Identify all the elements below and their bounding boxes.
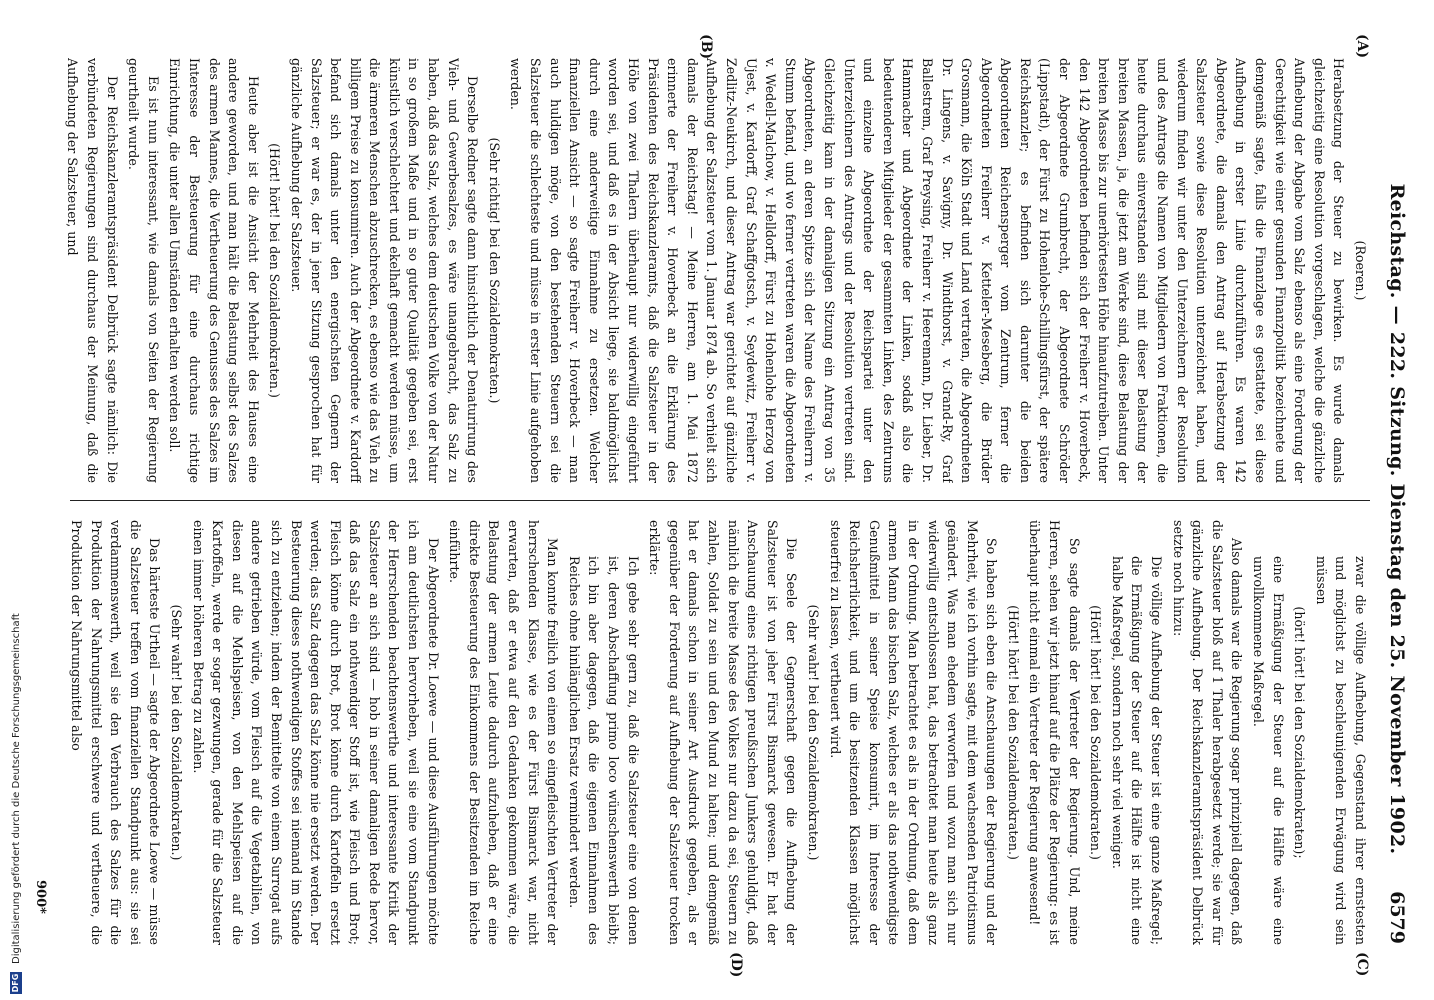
header-title: Reichstag. — 222. Sitzung. Dienstag den 25. November 1902. (1386, 183, 1408, 855)
paragraph: Der Abgeordnete Dr. Loewe — und diese Ausführungen möchte ich am deutlichsten hervorheben, weil sie eine vom Standpunkt der Herrschenden beachtenswerthe und interessante Kritik der Salzsteuer an sich sind — hob in seiner damaligen Rede hervor, daß das Salz ein nothwendiger Stoff ist, wie Fleisch und Brot; Fleisch könne durch Brot, Brot könne durch Kartoffeln ersetzt werden; das Salz dagegen das Salz könne nie ersetzt werden. Der Besteuerung dieses nothwendigen Stoffes sei niemand im Stande sich zu entziehen; indem der Bemittelte von einem Surrogat aufs andere getrieben würde, vom Fleisch auf die Vegetabilien, von diesen auf die Mehlspeisen, von den Mehlspeisen auf die Kartoffeln, werde er sogar gezwungen, gerade für die Salzsteuer einen immer höheren Betrag zu zahlen. (190, 520, 441, 945)
paragraph: (Sehr wahr! bei den Sozialdemokraten.) (168, 604, 184, 861)
page-header (1378, 94, 1408, 944)
right-text-column (60, 520, 1370, 945)
paragraph: eine Ermäßigung der Steuer auf die Hälfte wäre eine unvollkommene Maßregel. (1251, 556, 1286, 945)
paragraph: Das härteste Urtheil — sagte der Abgeordnete Loewe — müsse die Salzsteuer treffen vom finanziellen Standpunkt aus: sie sei verdammenswerth, weil sie den Verbrauch des Salzes für die Produktion der Nahrungsmittel erschwere und vertheuere, die Produktion der Nahrungsmittel also (69, 520, 163, 945)
column-divider (70, 500, 1370, 501)
paragraph: Es ist nun interessant, wie damals von Seiten der Regierung geurtheilt wurde. (126, 58, 161, 483)
paragraph: Die völlige Aufhebung der Steuer ist eine ganze Maßregel; die Ermäßigung der Steuer auf die Hälfte ist nicht eine halbe Maßregel, sondern noch sehr viel weniger. (1109, 556, 1165, 945)
paragraph: Der Reichskanzleramtspräsident Delbrück sagte nämlich: Die verbündeten Regierungen sind durchaus der Meinung, daß die Aufhebung der Salzsteuer, und (65, 58, 120, 483)
paragraph: So haben sich eben die Anschauungen der Regierung und der Mehrheit, wie ich vorhin sagte, mit dem wachsenden Patriotismus geändert. Was man ehedem verworfen und wozu man sich nur widerwillig entschlossen hat, das betrachtet man heute als ganz in der Ordnung. Man betrachtet es als in der Ordnung, daß dem armen Mann das bischen Salz, welches er als das nothwendigste Genußmittel in seiner Speise konsumirt, im Interesse der Reichsherrlichkeit, und um die besitzenden Klassen möglichst steuerfrei zu lassen, vertheuert wird. (827, 520, 1000, 945)
header-page-number: 6579 (1386, 891, 1408, 944)
margin-marker-a: (A) (1354, 34, 1370, 59)
margin-marker-b: (B) (698, 34, 714, 60)
margin-marker-c: (C) (1354, 952, 1370, 977)
paragraph: (Sehr wahr! bei den Sozialdemokraten.) (805, 604, 821, 861)
left-text-column (60, 58, 1370, 483)
margin-marker-d: (D) (728, 952, 744, 978)
paragraph: Die Seele der Gegnerschaft gegen die Aufhebung der Salzsteuer ist von jeher Fürst Bismarck gewesen. Er hat der Anschauung eines richtigen preußischen Junkers gehuldigt, daß nämlich die breite Masse des Volkes nur dazu da sei, Steuern zu zahlen, Soldat zu sein und den Mund zu halten; und demgemäß hat er damals schon in seiner Art Ausdruck gegeben, als er gegenüber der Forderung auf Aufhebung der Salzsteuer trocken erklärte: (647, 520, 800, 945)
paragraph: Herabsetzung der Steuer zu bewirken. Es wurde damals gleichzeitig eine Resolution vorgeschlagen, welche die gänzliche Aufhebung der Abgabe vom Salz ebenso als eine Forderung der Gerechtigkeit wie einer gesunden Finanzpolitik bezeichnete und demgemäß sagte, falls die Finanzlage es gestattete, sei diese Aufhebung in erster Linie durchzuführen. Es waren 142 Abgeordnete, die damals den Antrag auf Herabsetzung der Salzsteuer sowie diese Resolution unterzeichnet haben, und wiederum finden wir unter den Unterzeichnern der Resolution und des Antrags die Namen von Mitgliedern von Fraktionen, die heute durchaus einverstanden sind mit dieser Belastung der breiten Massen, ja, die jetzt am Werke sind, diese Belastung der breiten Masse bis zur unerhörtesten Höhe hinaufzutreiben. Unter den 142 Abgeordneten befinden sich der Freiherr v. Hoverbeck, der Abgeordnete Grumbrecht, der Abgeordnete Schröder (Lippstadt), der Fürst zu Hohenlohe-Schillingsfürst, der spätere Reichskanzler; es befinden sich darunter die beiden Abgeordneten Reichensperger vom Zentrum, ferner die Abgeordneten Freiherr v. Ketteler-Meseberg, die Brüder Grosmann, die Köln Stadt und Land vertraten, die Abgeordneten Dr. Lingens, v. Savigny, Dr. Windthorst, v. Grand-Ry, Graf Ballestrem, Graf Preysing, Freiherr v. Heeremann, Dr. Lieber, Dr. Hammacher und Abgeordnete der Linken, sodaß also die bedeutenderen Mitglieder der gesammten Linken, des Zentrums und einzelne Abgeordnete der Reichspartei unter den Unterzeichnern des Antrags und der Resolution vertreten sind. Gleichzeitig kam in der damaligen Sitzung ein Antrag von 35 Abgeordneten, an deren Spitze sich der Name des Freiherrn v. Stumm befand, und wo ferner vertreten waren die Abgeordneten v. Wedell-Malchow, v. Helldorff, Fürst zu Hohenlohe Herzog von Ujest, v. Kardorff, Graf Schaffgotsch, v. Seydewitz, Freiherr v. Zedlitz-Neukirch, und dieser Antrag war gerichtet auf gänzliche Aufhebung der Salzsteuer vom 1. Januar 1874 ab. So verhielt sich damals der Reichstag! — Meine Herren, am 1. Mai 1872 erinnerte der Freiherr v. Hoverbeck an die Erklärung des Präsidenten des Reichskanzleramts, daß die Salzsteuer in der Höhe von zwei Thalern überhaupt nur widerwillig eingeführt worden sei, und daß es in der Absicht liege, sie baldmöglichst durch eine anderweitige Einnahme zu ersetzen. Welcher finanziellen Ansicht — so sagte Freiherr v. Hoverbeck — man auch huldigen möge, von den bestehenden Steuern sei die Salzsteuer die schlechteste und müsse in erster Linie aufgehoben werden. (508, 58, 1347, 483)
paragraph: (Sehr richtig! bei den Sozialdemokraten.) (486, 137, 502, 404)
paragraph: (Hört! hört! bei den Sozialdemokraten.) (1005, 605, 1021, 860)
paragraph: Derselbe Redner sagte dann hinsichtlich der Denaturirung des Vieh- und Gewerbesalzes, es wäre unangebracht, das Salz zu haben, daß das Salz, welches dem deutschen Volke von der Natur in so großem Maße und in so guter Qualität gegeben sei, erst künstlich verschlechtert und ekelhaft gemacht werden müsse, um die ärmeren Menschen abzuschrecken, es ebenso wie das Vieh zu billigem Preise zu konsumiren. Auch der Abgeordnete v. Kardorff befand sich damals unter den energischsten Gegnern der Salzsteuer; er war es, der in jener Sitzung gesprochen hat für gänzliche Aufhebung der Salzsteuer. (288, 58, 481, 483)
footer-page-number: 900* (33, 880, 48, 914)
paragraph: (hört! hört! bei den Sozialdemokraten); (1292, 606, 1308, 859)
digitization-credit-text: Digitalisierung gefördert durch die Deutsche Forschungsgemeinschaft (10, 613, 22, 964)
dfg-logo: DFG (11, 973, 20, 993)
paragraph: zwar die völlige Aufhebung, Gegenstand ihrer ernstesten und möglichst zu beschleunigenden Erwägung wird sein müssen (1313, 556, 1368, 945)
digitization-credit (6, 14, 26, 994)
paragraph: Ich gebe sehr gern zu, daß die Salzsteuer eine von denen ist, deren Abschaffung primo loco wünschenswerth bleibt; ich bin aber dagegen, daß die eigenen Einnahmen des Reiches ohne hinlänglichen Ersatz vermindert werden. (566, 556, 641, 945)
paragraph: Heute aber ist die Ansicht der Mehrheit des Hauses eine andere geworden, und man hält die Belastung selbst des Salzes des armen Mannes, die Vertheuerung des Genusses des Salzes im Interesse der Besteuerung für eine durchaus richtige Einrichtung, die unter allen Umständen erhalten werden soll. (167, 58, 261, 483)
paragraph: So sagte damals der Vertreter der Regierung. Und, meine Herren, sehen wir jetzt hinauf auf die Plätze der Regierung: es ist überhaupt nicht einmal ein Vertreter der Regierung anwesend! (1027, 520, 1082, 945)
digitization-credit-bar (0, 0, 30, 1000)
paragraph: (Roeren.) (1353, 240, 1368, 301)
paragraph: Man konnte freilich von einem so eingefleischten Vertreter der herrschenden Klasse, wie es der Fürst Bismarck war, nicht erwarten, daß er etwa auf den Gedanken gekommen wäre, die Belastung der armen Leute dadurch aufzuheben, daß er eine direkte Besteuerung des Einkommens der Besitzenden im Reiche einführte. (447, 520, 561, 945)
paragraph: Also damals war die Regierung sogar prinzipiell dagegen, daß die Salzsteuer bloß auf 1 Thaler herabgesetzt werde; sie war für gänzliche Aufhebung. Der Reichskanzleramtspräsident Delbrück setzte noch hinzu: (1170, 520, 1245, 945)
paragraph: (Hört! hört! bei den Sozialdemokraten.) (267, 143, 283, 398)
paragraph: (Hört! hört! bei den Sozialdemokraten.) (1088, 605, 1104, 860)
